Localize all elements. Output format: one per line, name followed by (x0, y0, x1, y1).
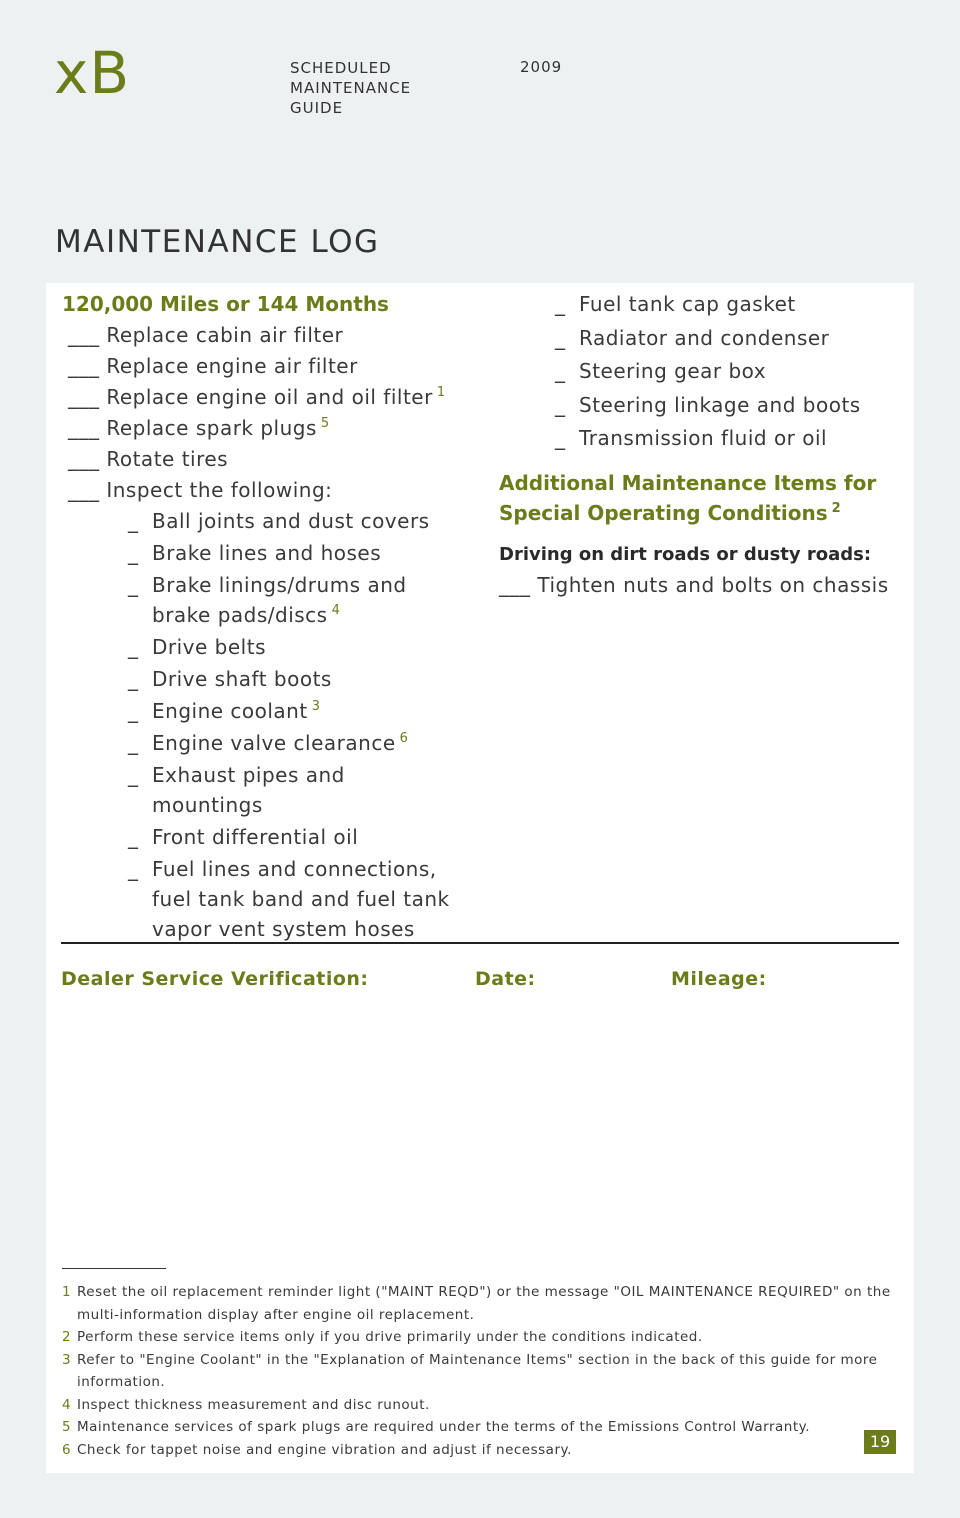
guide-label (290, 58, 411, 118)
mileage-label: Mileage: (671, 968, 767, 990)
footnote: 6 Check for tappet noise and engine vibration and adjust if necessary. (62, 1441, 572, 1458)
dusty-roads-heading: Driving on dirt roads or dusty roads: (499, 543, 872, 565)
inspection-item: _ Exhaust pipes and mountings (128, 763, 345, 817)
interval-heading: 120,000 Miles or 144 Months (62, 292, 389, 316)
checklist-item: ___ Replace spark plugs $^5$ (68, 416, 330, 440)
checklist-item: ___ Inspect the following: (68, 478, 333, 502)
date-label: Date: (475, 968, 536, 990)
inspection-item: _ Transmission fluid or oil (555, 426, 828, 450)
left-column (62, 288, 462, 946)
footnote: 1 Reset the oil replacement reminder light ("MAINT REQD") or the message "OIL MAINTENANCE REQUIRED" on the multi-information display after engine oil replacement. (62, 1284, 891, 1323)
guide-label-line: SCHEDULED (290, 59, 392, 77)
footnote-ref: 2 (831, 500, 841, 516)
checklist-item: ___ Replace engine oil and oil filter $^1$ (68, 385, 446, 409)
inspection-item: _ Drive belts (128, 635, 266, 659)
footnote-ref: 1 (436, 385, 446, 401)
model-year: 2009 (520, 58, 563, 76)
footnote-ref: 4 (331, 603, 341, 619)
footnote-divider (62, 1268, 166, 1269)
footnote-ref: 6 (399, 731, 409, 747)
footnote: 4 Inspect thickness measurement and disc runout. (62, 1396, 430, 1413)
dealer-verification-label: Dealer Service Verification: (61, 968, 369, 990)
footnote: 3 Refer to "Engine Coolant" in the "Explanation of Maintenance Items" section in the back of this guide for more information. (62, 1351, 878, 1390)
guide-label-line: GUIDE (290, 99, 344, 117)
inspection-item: _ Fuel tank cap gasket (555, 292, 796, 316)
footnotes (62, 1281, 892, 1461)
inspection-list-continued (555, 288, 899, 456)
inspection-item: _ Ball joints and dust covers (128, 509, 430, 533)
inspection-item: _ Front differential oil (128, 825, 359, 849)
special-conditions-heading: Additional Maintenance Items for Special Operating Conditions $^2$ (499, 470, 877, 525)
page-title: MAINTENANCE LOG (55, 224, 380, 260)
footnote-ref: 5 (320, 416, 330, 432)
footnote-ref: 3 (311, 699, 321, 715)
inspection-list (128, 506, 458, 944)
inspection-item: _ Engine valve clearance $^6$ (128, 731, 409, 755)
checklist (68, 320, 462, 506)
guide-label-line: MAINTENANCE (290, 79, 412, 97)
brand-logo: xB (54, 39, 131, 107)
inspection-item: _ Engine coolant $^3$ (128, 699, 321, 723)
inspection-item: _ Steering gear box (555, 359, 767, 383)
checklist-item: ___ Replace cabin air filter (68, 323, 344, 347)
section-divider (61, 942, 899, 944)
footnote: 2 Perform these service items only if you drive primarily under the conditions indicated. (62, 1329, 703, 1345)
checklist-item: ___ Tighten nuts and bolts on chassis (499, 572, 889, 597)
checklist-item: ___ Replace engine air filter (68, 354, 358, 378)
inspection-item: _ Brake lines and hoses (128, 541, 382, 565)
checklist-item: ___ Rotate tires (68, 447, 229, 471)
inspection-item: _ Brake linings/drums and brake pads/discs $^4$ (128, 573, 407, 627)
inspection-item: _ Drive shaft boots (128, 667, 332, 691)
inspection-item: _ Fuel lines and connections, fuel tank band and fuel tank vapor vent system hoses (128, 857, 450, 941)
inspection-item: _ Radiator and condenser (555, 325, 830, 350)
inspection-item: _ Steering linkage and boots (555, 392, 861, 417)
footnote: 5 Maintenance services of spark plugs are required under the terms of the Emissions Control Warranty. (62, 1419, 810, 1435)
page-number-badge: 19 (864, 1430, 896, 1454)
right-column (499, 288, 899, 601)
